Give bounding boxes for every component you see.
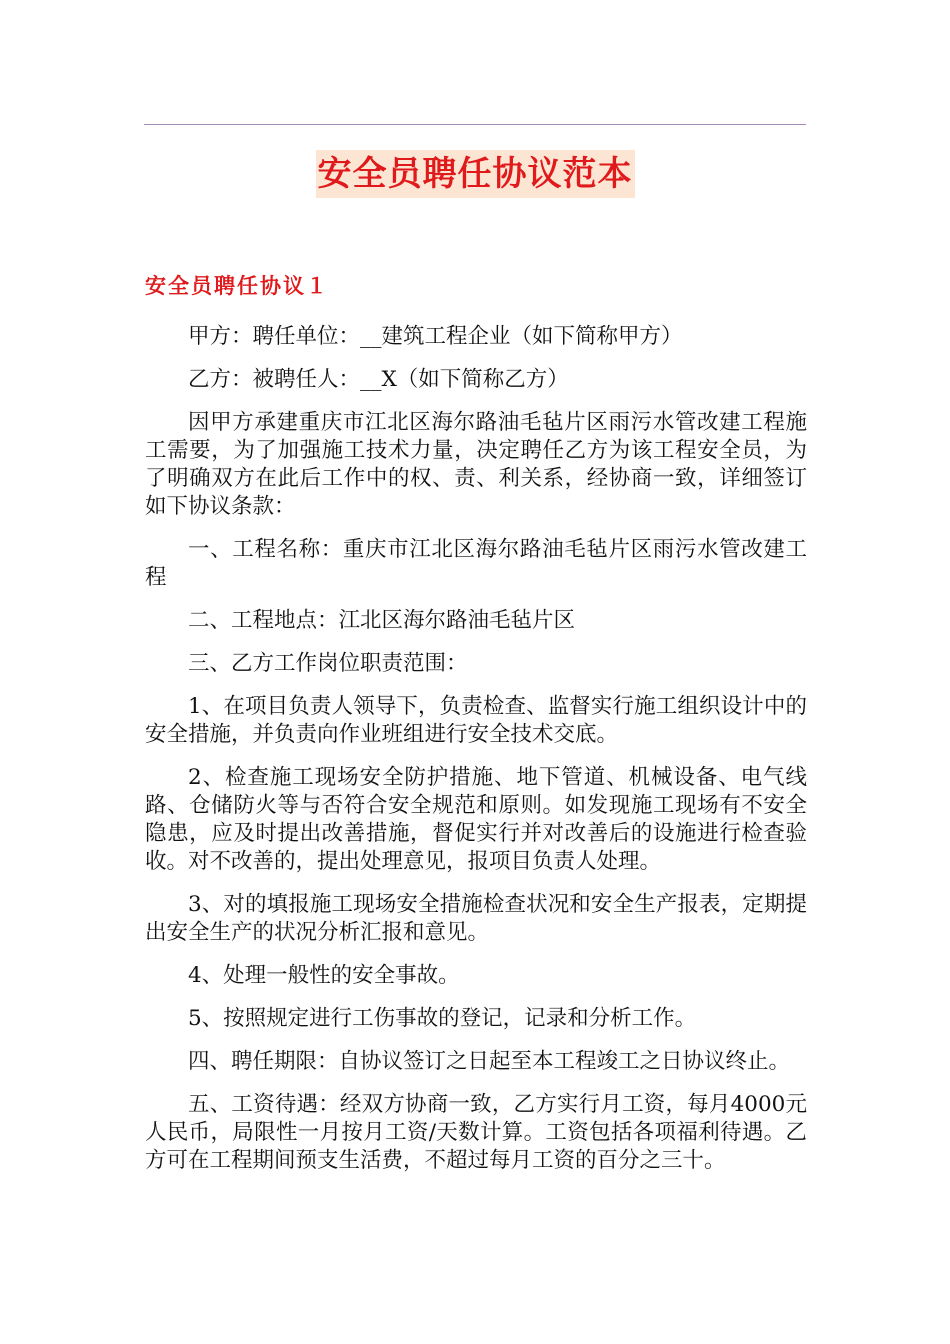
- paragraph-project-name: 一、工程名称：重庆市江北区海尔路油毛毡片区雨污水管改建工程: [145, 537, 807, 590]
- title-container: [0, 150, 950, 198]
- paragraph-term: 四、聘任期限：自协议签订之日起至本工程竣工之日协议终止。: [188, 1049, 791, 1074]
- paragraph-duty-4: 4、处理一般性的安全事故。: [188, 963, 460, 988]
- paragraph-salary: 五、工资待遇：经双方协商一致，乙方实行月工资，每月4000元人民币，局限性一月按月工资/天数计算。工资包括各项福利待遇。乙方可在工程期间预支生活费，不超过每月工资的百分之三十。: [145, 1092, 807, 1173]
- document-body: [145, 323, 807, 1190]
- paragraph-duty-3: 3、对的填报施工现场安全措施检查状况和安全生产报表，定期提出安全生产的状况分析汇报和意见。: [145, 892, 807, 945]
- document-title: 安全员聘任协议范本: [316, 150, 635, 198]
- paragraph-duty-1: 1、在项目负责人领导下，负责检查、监督实行施工组织设计中的安全措施，并负责向作业班组进行安全技术交底。: [145, 694, 807, 747]
- paragraph-duty-2: 2、检查施工现场安全防护措施、地下管道、机械设备、电气线路、仓储防火等与否符合安全规范和原则。如发现施工现场有不安全隐患，应及时提出改善措施，督促实行并对改善后的设施进行检查验收。对不改善的，提出处理意见，报项目负责人处理。: [145, 765, 807, 874]
- paragraph-party-b: 乙方：被聘任人：__X（如下简称乙方）: [188, 367, 569, 392]
- paragraph-duties-heading: 三、乙方工作岗位职责范围：: [188, 651, 468, 676]
- header-divider: [144, 124, 806, 125]
- section-heading: 安全员聘任协议１: [145, 273, 329, 298]
- paragraph-party-a: 甲方：聘任单位：__建筑工程企业（如下简称甲方）: [188, 324, 683, 349]
- paragraph-preamble: 因甲方承建重庆市江北区海尔路油毛毡片区雨污水管改建工程施工需要，为了加强施工技术力量，决定聘任乙方为该工程安全员，为了明确双方在此后工作中的权、责、利关系，经协商一致，详细签订如下协议条款：: [145, 410, 807, 519]
- paragraph-project-location: 二、工程地点：江北区海尔路油毛毡片区: [188, 608, 576, 633]
- paragraph-duty-5: 5、按照规定进行工伤事故的登记，记录和分析工作。: [188, 1006, 697, 1031]
